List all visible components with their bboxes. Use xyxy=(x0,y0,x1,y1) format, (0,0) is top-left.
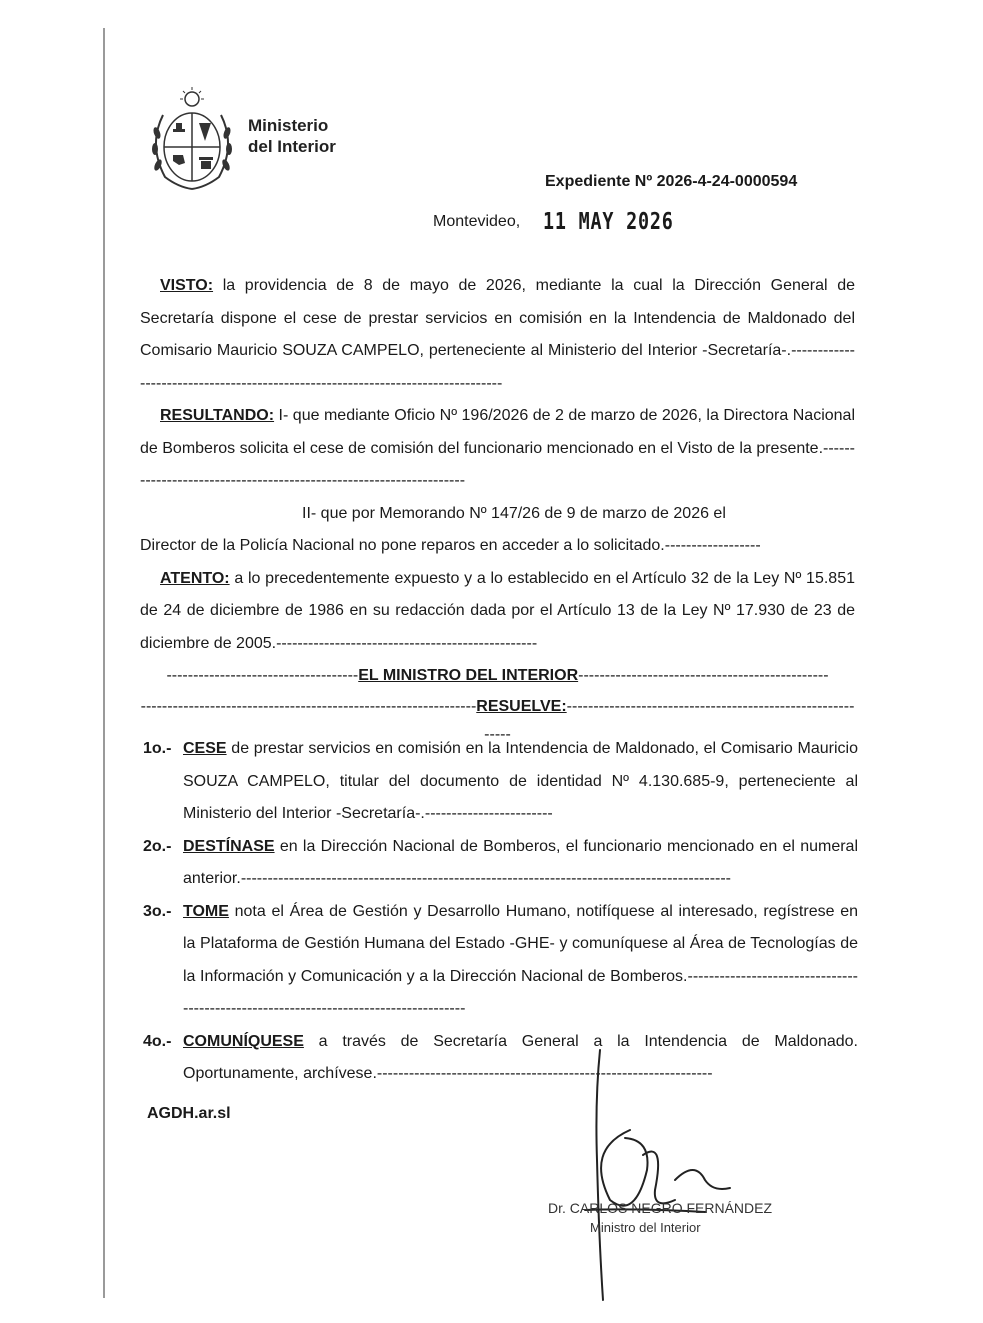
resolution-items xyxy=(143,733,858,1091)
signatory-role: Ministro del Interior xyxy=(590,1220,701,1235)
resolution-item xyxy=(143,896,858,1026)
item-text: a través de Secretaría General a la Intendencia de Maldonado. Oportunamente, archívese.--------------------------------------------------------------- xyxy=(183,1032,858,1082)
item-keyword: TOME xyxy=(183,902,229,920)
resultando-item-2-lead: II- que por Memorando Nº 147/26 de 9 de marzo de 2026 el xyxy=(302,504,726,522)
resultando-paragraph xyxy=(140,400,855,498)
ministry-name xyxy=(248,115,336,157)
ministry-line-2: del Interior xyxy=(248,137,336,156)
resolution-item xyxy=(143,733,858,831)
office-reference: AGDH.ar.sl xyxy=(147,1105,231,1122)
expediente-number: Expediente Nº 2026-4-24-0000594 xyxy=(545,173,798,190)
ministry-line-1: Ministerio xyxy=(248,116,329,135)
resultando-item-1: I- que mediante Oficio Nº 196/2026 de 2 de marzo de 2026, la Directora Nacional de Bomberos solicita el cese de comisión del funcionario mencionado en el Visto de la presente.------------------------------------------------------------------- xyxy=(140,407,855,489)
visto-text: la providencia de 8 de mayo de 2026, mediante la cual la Dirección General de Secretaría dispone el cese de prestar servicios en comisión en la Intendencia de Maldonado del Comisario Mauricio SOUZA CAMPELO, perteneciente al Ministerio del Interior -Secretaría-.-------------------------------------------------------------------------------- xyxy=(140,277,855,392)
handwritten-signature-icon xyxy=(555,1040,755,1310)
item-text: nota el Área de Gestión y Desarrollo Humano, notifíquese al interesado, regístrese en la Plataforma de Gestión Humana del Estado -GHE- y comuníquese al Área de Tecnologías de la Información y Comunicación y a la Dirección Nacional de Bomberos.------------------------------------------------------------------------------------- xyxy=(183,902,858,1017)
minister-heading-title: EL MINISTRO DEL INTERIOR xyxy=(358,667,579,684)
item-number: 1o.- xyxy=(143,740,172,757)
visto-label: VISTO: xyxy=(160,277,214,294)
item-keyword: CESE xyxy=(183,740,227,757)
city: Montevideo, xyxy=(433,213,521,230)
coat-of-arms-icon xyxy=(143,85,241,193)
date-stamp: 11 MAY 2026 xyxy=(542,209,674,235)
resuelve-heading-right-dashes: ----------------------------------------------------------- xyxy=(484,697,855,743)
item-number: 3o.- xyxy=(143,902,172,920)
page-margin-line xyxy=(103,28,105,1298)
item-keyword: COMUNÍQUESE xyxy=(183,1032,304,1050)
resolution-item xyxy=(143,831,858,896)
minister-heading xyxy=(140,660,855,693)
visto-paragraph xyxy=(140,270,855,400)
item-text: de prestar servicios en comisión en la Intendencia de Maldonado, el Comisario Mauricio SOUZA CAMPELO, titular del documento de identidad Nº 4.130.685-9, perteneciente al Ministerio del Interior -Secretaría-.------------------------ xyxy=(183,740,858,822)
item-number: 4o.- xyxy=(143,1032,172,1050)
atento-paragraph xyxy=(140,563,855,661)
atento-text: a lo precedentemente expuesto y a lo establecido en el Artículo 32 de la Ley Nº 15.851 de 24 de diciembre de 1986 en su redacción dada por el Artículo 13 de la Ley Nº 17.930 de 23 de diciembre de 2005.------------------------------------------------- xyxy=(140,569,855,652)
item-text: en la Dirección Nacional de Bomberos, el funcionario mencionado en el numeral anterior.-------------------------------------------------------------------------------------------- xyxy=(183,837,858,887)
minister-heading-right-dashes: ----------------------------------------------- xyxy=(578,667,829,684)
item-number: 2o.- xyxy=(143,837,172,855)
resuelve-heading-left-dashes: --------------------------------------------------------------- xyxy=(140,697,477,715)
signatory-name: Dr. CARLOS NEGRO FERNÁNDEZ xyxy=(548,1200,773,1216)
dateline xyxy=(433,206,706,235)
resultando-label: RESULTANDO: xyxy=(160,407,275,424)
resuelve-heading-title: RESUELVE: xyxy=(476,697,567,715)
minister-heading-left-dashes: ------------------------------------ xyxy=(166,667,359,684)
item-keyword: DESTÍNASE xyxy=(183,837,275,855)
resultando-item-2-rest: Director de la Policía Nacional no pone reparos en acceder a lo solicitado.------------------ xyxy=(140,537,761,554)
considerations-block xyxy=(140,270,855,749)
atento-label: ATENTO: xyxy=(160,569,230,587)
